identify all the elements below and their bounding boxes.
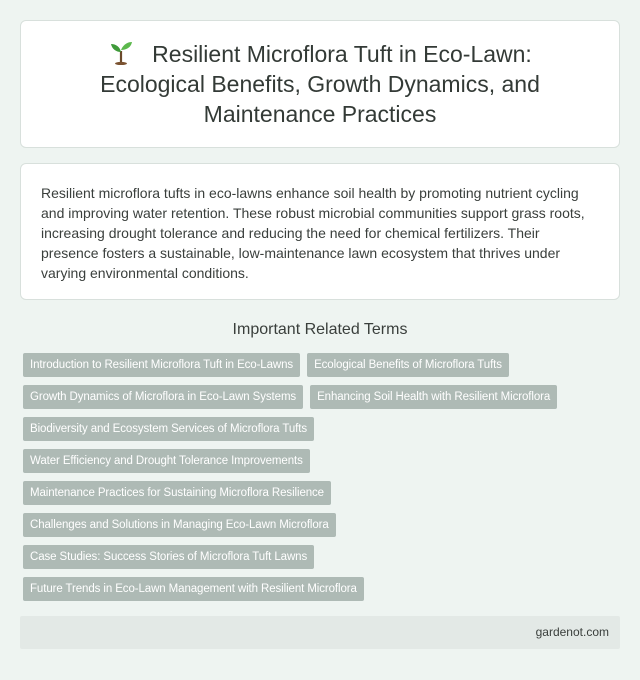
tag-row bbox=[23, 417, 603, 441]
page-title-text: Resilient Microflora Tuft in Eco-Lawn: Ecological Benefits, Growth Dynamics, and Maintenance Practices bbox=[100, 41, 540, 127]
related-term-tag[interactable]: Introduction to Resilient Microflora Tuft in Eco-Lawns bbox=[23, 353, 300, 377]
related-terms-heading: Important Related Terms bbox=[232, 321, 408, 338]
footer bbox=[20, 616, 620, 649]
related-term-tag[interactable]: Maintenance Practices for Sustaining Microflora Resilience bbox=[23, 481, 331, 505]
related-term-tag[interactable]: Water Efficiency and Drought Tolerance Improvements bbox=[23, 449, 310, 473]
tag-row bbox=[23, 385, 603, 409]
related-term-tag[interactable]: Case Studies: Success Stories of Microflora Tuft Lawns bbox=[23, 545, 314, 569]
related-term-tag[interactable]: Future Trends in Eco-Lawn Management with Resilient Microflora bbox=[23, 577, 364, 601]
related-term-tag[interactable]: Ecological Benefits of Microflora Tufts bbox=[307, 353, 509, 377]
tag-row bbox=[23, 577, 603, 601]
related-term-tag[interactable]: Growth Dynamics of Microflora in Eco-Lawn Systems bbox=[23, 385, 303, 409]
summary-text: Resilient microflora tufts in eco-lawns enhance soil health by promoting nutrient cycling and improving water retention. These robust microbial communities support grass roots, increasing drought tolerance and reducing the need for chemical fertilizers. Their presence fosters a sustainable, low-maintenance lawn ecosystem that thrives under varying environmental conditions. bbox=[41, 185, 585, 281]
title-card bbox=[20, 20, 620, 148]
tag-row bbox=[23, 481, 603, 505]
footer-site-name[interactable]: gardenot.com bbox=[535, 625, 609, 639]
tag-row bbox=[23, 353, 603, 377]
summary-card bbox=[20, 163, 620, 300]
related-term-tag[interactable]: Enhancing Soil Health with Resilient Microflora bbox=[310, 385, 557, 409]
page-title bbox=[61, 39, 579, 129]
tag-row bbox=[23, 513, 603, 537]
related-term-tag[interactable]: Biodiversity and Ecosystem Services of Microflora Tufts bbox=[23, 417, 314, 441]
related-term-tag[interactable]: Challenges and Solutions in Managing Eco-Lawn Microflora bbox=[23, 513, 336, 537]
tag-row bbox=[23, 545, 603, 569]
tag-row bbox=[23, 449, 603, 473]
related-terms-list bbox=[23, 353, 603, 609]
sprout-icon bbox=[108, 39, 134, 65]
